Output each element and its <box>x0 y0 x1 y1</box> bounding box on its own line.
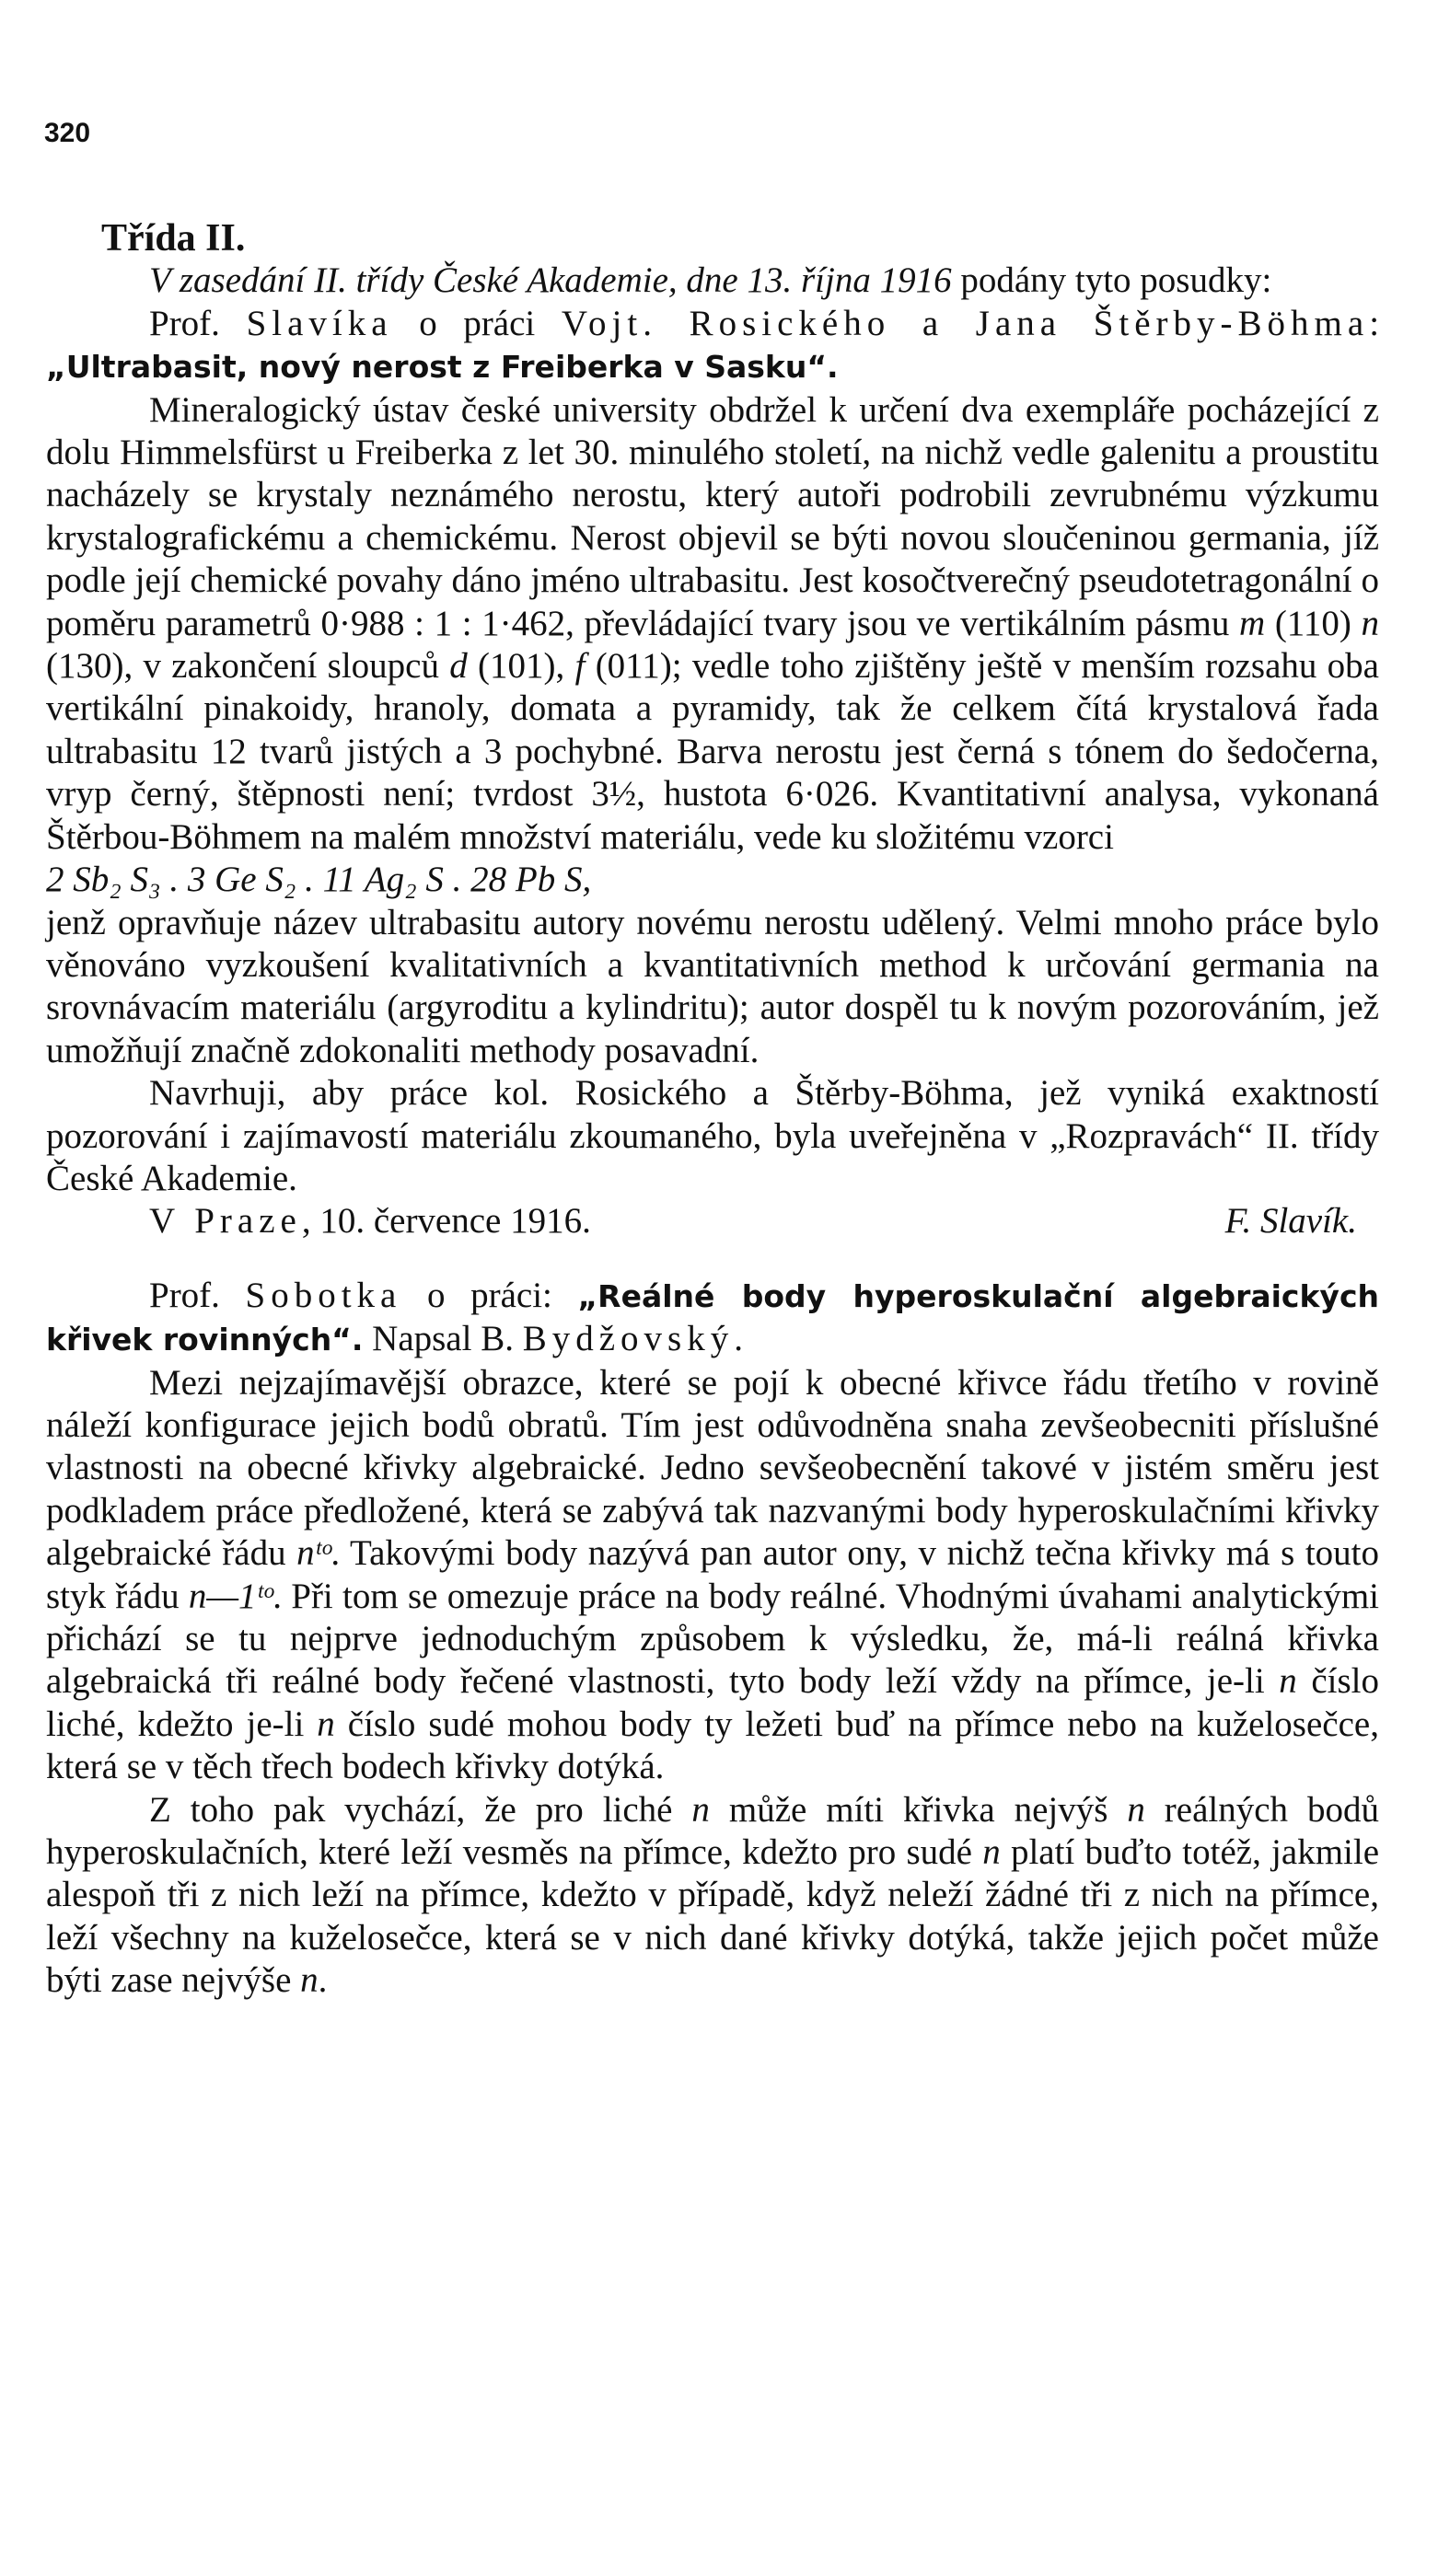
r2p2-nb: n <box>1127 1789 1145 1830</box>
review1-p1-e: (101), <box>467 646 575 687</box>
review2-mid: o práci: <box>426 1275 552 1315</box>
r2p1-nb: n <box>317 1704 335 1744</box>
review1-prof: Prof. <box>149 303 220 343</box>
r2p1e: číslo sudé mohou body ty ležeti buď na přímce nebo na kuželosečce, která se v těch třech bodech křivky dotýká. <box>46 1704 1379 1787</box>
section-heading: Třída II. <box>101 217 246 260</box>
session-intro <box>46 260 1379 302</box>
review1-p1-text: Mineralogický ústav české university obdržel k určení dva exempláře pocházející z dolu Himmelsfürst u Freiberka z let 30. minulého století, na nichž vedle galenitu a proustitu nacházely se krystaly neznámého nerostu, který autoři podrobili zevrubnému výzkumu krystalografickému a chemickému. Nerost objevil se býti novou sloučeninou germania, jíž podle její chemické povahy dáno jméno ultrabasitu. Jest kosočtverečný pseudotetragonální o poměru parametrů 0·988 : 1 : 1·462, převládající tvary jsou ve vertikálním pásmu <box>46 389 1379 643</box>
r2p2d: platí buďto totéž, jakmile alespoň tři z nich leží na přímce, kdežto v případě, když neleží žádné tři z nich na přímce, leží všechny na kuželosečce, která se v nich dané křivky dotýká, takže jejich počet může býti zase nejvýše <box>46 1832 1380 2001</box>
review2-paragraph-1 <box>46 1362 1379 1789</box>
r2p1d: číslo liché, kdežto je-li <box>46 1661 1379 1744</box>
document-body <box>46 217 1379 2003</box>
r2p2-nd: n <box>300 1960 319 2001</box>
r2p2a: Z toho pak vychází, že pro liché <box>149 1789 692 1830</box>
form-d: d <box>449 646 468 687</box>
r2p2c: reálných bodů hyperoskulačních, které leží vesměs na přímce, kdežto pro sudé <box>46 1789 1379 1873</box>
review2-paragraph-2 <box>46 1789 1379 2003</box>
place: V Praze <box>149 1201 302 1242</box>
review1-signature-row <box>46 1200 1379 1242</box>
form-f: f <box>574 646 586 687</box>
review1-reviewer: Slavíka <box>246 303 393 343</box>
r2p2-na: n <box>691 1789 710 1830</box>
r2p1-na: n <box>1279 1661 1297 1702</box>
signature: F. Slavík. <box>1224 1201 1357 1242</box>
place-date <box>46 1200 591 1242</box>
review1-paragraph-1 <box>46 389 1379 859</box>
review2-wrote: Napsal B. <box>372 1319 514 1359</box>
review1-paragraph-2: jenž opravňuje název ultrabasitu autory novému nerostu udělený. Velmi mnoho práce bylo věnováno vyzkoušení kvalitativních a kvantitativních method k určování germania na srovnávacím materiálu (argyroditu a kylindritu); autor dospěl tu k novým pozorováním, jež umožňují značně zdokonaliti methody posavadní. <box>46 902 1379 1070</box>
session-tail: podány tyto posudky: <box>960 260 1272 301</box>
review2-title: „Reálné body hyperoskulační algebraických křivek rovinných“. <box>46 1277 1379 1358</box>
r2p2e: . <box>318 1960 328 2001</box>
review2-header <box>46 1275 1379 1362</box>
chemical-formula: 2 Sb₂ S₃ . 3 Ge S₂ . 11 Ag₂ S . 28 Pb S, <box>46 860 592 900</box>
review2-author: Bydžovský. <box>522 1319 748 1359</box>
r2p2b: může míti křivka nejvýš <box>709 1789 1128 1830</box>
session-date: V zasedání II. třídy České Akademie, dne 13. října 1916 <box>149 260 952 301</box>
review1-p1-c: (130), v zakončení sloupců <box>46 646 450 687</box>
review1-paragraph-3: Navrhuji, aby práce kol. Rosického a Štěrby-Böhma, jež vyniká exaktností pozorování i zajímavostí materiálu zkoumaného, byla uveřejněna v „Rozpravách“ II. třídy České Akademie. <box>46 1073 1379 1198</box>
r2p1-n1: n—1ᵗᵒ <box>188 1576 273 1616</box>
review1-mid: o práci <box>419 303 536 343</box>
page-number: 320 <box>44 118 91 148</box>
section-gap <box>46 1243 1379 1275</box>
review2-prof: Prof. <box>149 1275 220 1315</box>
r2p1c: . Při tom se omezuje práce na body reálné. Vhodnými úvahami analytickými přichází se tu nejprve jednoduchým způsobem k výsledku, že, má-li reálná křivka algebraická tři reálné body řečené vlastnosti, tyto body leží vždy na přímce, je-li <box>46 1576 1379 1702</box>
r2p2-nc: n <box>982 1832 1001 1873</box>
review1-p1-b: (110) <box>1265 603 1362 643</box>
review1-colon: : <box>1369 303 1380 343</box>
form-n: n <box>1361 603 1379 643</box>
date: , 10. července 1916. <box>301 1201 591 1242</box>
r2p1a: Mezi nejzajímavější obrazce, které se pojí k obecné křivce řádu třetího v rovině náleží konfigurace jejich bodů obratů. Tím jest odůvodněna snaha zevšeobecniti příslušné vlastnosti na obecné křivky algebraické. Jedno sevšeobecnění takové v jistém směru jest podkladem práce předložené, která se zabývá tak nazvanými body hyperoskulačními křivky algebraické řádu <box>46 1362 1379 1574</box>
review2-reviewer: Sobotka <box>245 1275 402 1315</box>
review1-header <box>46 303 1379 389</box>
review1-title: „Ultrabasit, nový nerost z Freiberka v Sasku“. <box>46 349 839 386</box>
review1-p1-g: (011); vedle toho zjištěny ještě v menším rozsahu oba vertikální pinakoidy, hranoly, domata a pyramidy, tak že celkem čítá krystalová řada ultrabasitu 12 tvarů jistých a 3 pochybné. Barva nerostu jest černá s tónem do šedočerna, vryp černý, štěpnosti není; tvrdost 3½, hustota 6·026. Kvantitativní analysa, vykonaná Štěrbou-Böhmem na malém množství materiálu, vede ku složitému vzorci <box>46 646 1379 857</box>
r2p1b: . Takovými body nazývá pan autor ony, v nichž tečna křivky má s touto styk řádu <box>46 1533 1379 1616</box>
r2p1-nth: nᵗᵒ <box>296 1533 331 1574</box>
review1-authors: Vojt. Rosického a Jana Štěrby-Böhma <box>561 303 1370 343</box>
form-m: m <box>1239 603 1266 643</box>
